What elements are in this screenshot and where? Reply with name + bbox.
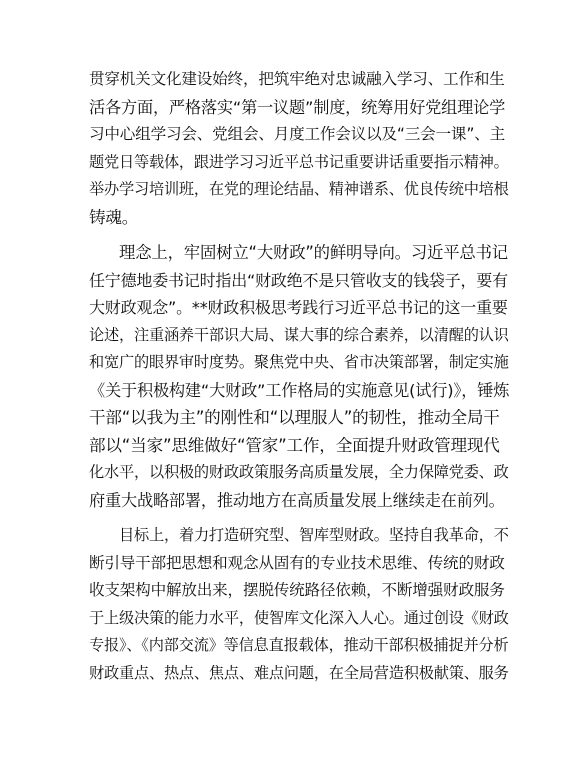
paragraph-spacer [89,514,509,522]
text-line: 大财政观念”。**财政积极思考践行习近平总书记的这一重要 [89,298,508,317]
text-line: 题党日等载体，跟进学习习近平总书记重要讲话重要指示精神。 [89,152,509,171]
text-line: 贯穿机关文化建设始终，把筑牢绝对忠诚融入学习、工作和生 [89,70,505,88]
text-line: 和宽广的眼界审时度势。聚焦党中央、省市决策部署，制定实施 [89,353,509,371]
text-line: 部以“当家”思维做好“管家”工作，全面提升财政管理现代 [89,435,500,455]
text-line: 收支架构中解放出来，摆脱传统路径依赖，不断增强财政服务 [89,581,505,599]
text-line: 于上级决策的能力水平，使智库文化深入人心。通过创设《财政 [89,608,509,627]
text-line: 铸魂。 [89,207,139,227]
paragraph-2 [89,239,509,514]
text-line: 目标上，着力打造研究型、智库型财政。坚持自我革命，不 [119,526,509,544]
text-line: 《关于积极构建“大财政”工作格局的实施意见(试行)》，锤炼 [89,380,510,400]
text-line: 习中心组学习会、党组会、月度工作会议以及“三会一课”、主 [89,125,505,143]
text-line: 理念上，牢固树立“大财政”的鲜明导向。习近平总书记 [119,243,508,262]
document-body [89,66,509,687]
text-line: 财政重点、热点、焦点、难点问题，在全局营造积极献策、服务 [89,663,509,682]
text-line: 活各方面，严格落实“第一议题”制度，统筹用好党组理论学 [89,97,506,117]
text-line: 化水平，以积极的财政政策服务高质量发展，全力保障党委、政 [89,463,509,481]
text-line: 府重大战略部署，推动地方在高质量发展上继续走在前列。 [89,490,505,510]
paragraph-spacer [89,231,509,239]
text-line: 断引导干部把思想和观念从固有的专业技术思维、传统的财政 [89,553,505,572]
text-line: 专报》、《内部交流》等信息直报载体，推动干部积极捕捉并分析 [89,636,509,654]
paragraph-3 [89,522,509,687]
text-line: 任宁德地委书记时指出“财政绝不是只管收支的钱袋子，要有 [89,270,508,290]
paragraph-1 [89,66,509,231]
text-line: 举办学习培训班，在党的理论结晶、精神谱系、优良传统中培根 [89,180,509,198]
text-line: 干部“以我为主”的刚性和“以理服人”的韧性，推动全局干 [89,408,500,427]
text-line: 论述，注重涵养干部识大局、谋大事的综合素养，以清醒的认识 [89,325,509,344]
